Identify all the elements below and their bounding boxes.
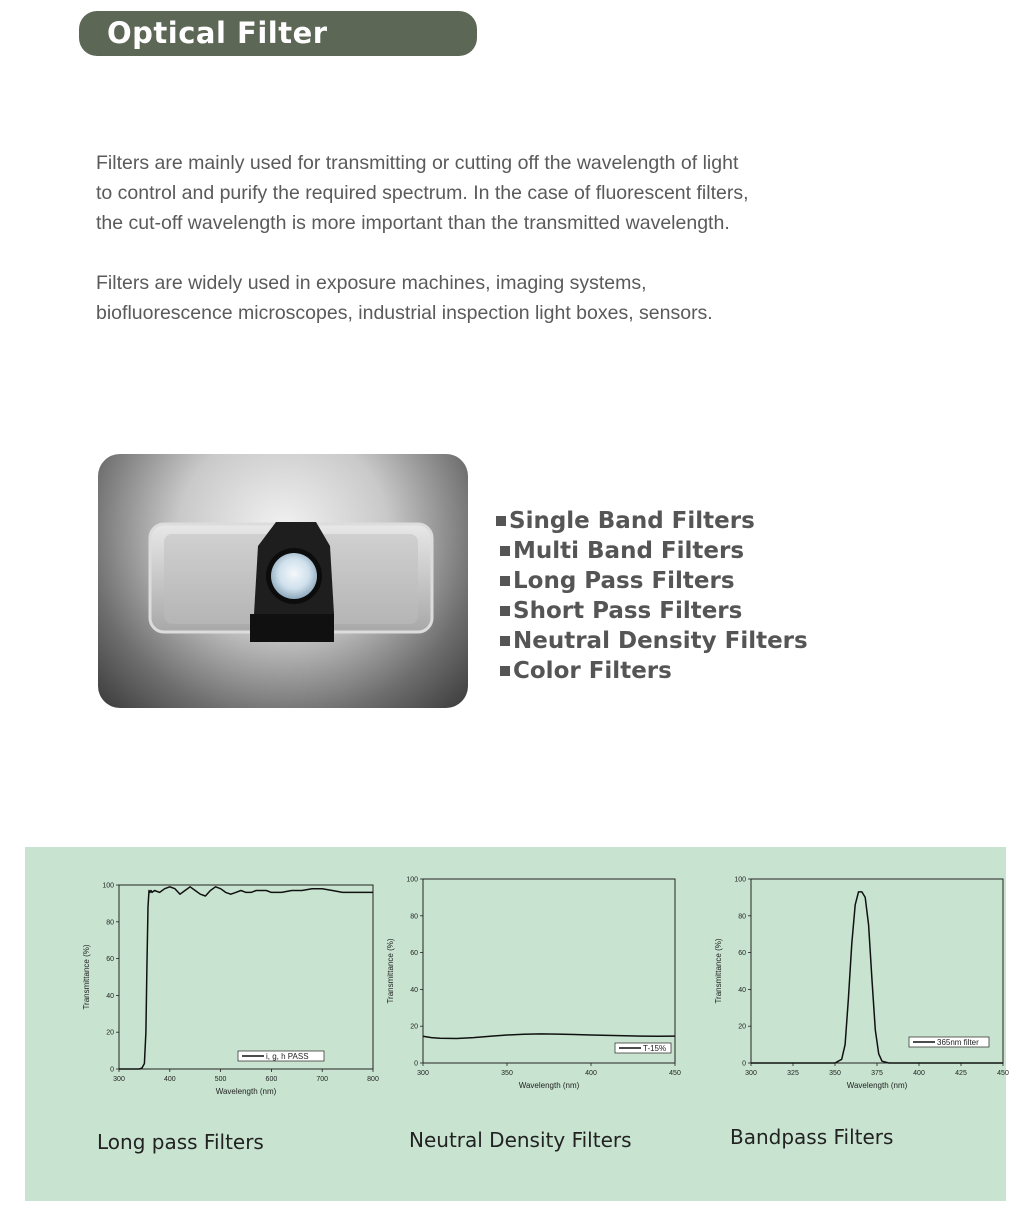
y-tick-label: 80	[738, 913, 746, 921]
square-bullet-icon	[500, 606, 510, 616]
y-tick-label: 40	[410, 986, 418, 994]
y-tick-label: 80	[106, 919, 114, 927]
y-tick-label: 80	[410, 913, 418, 921]
filter-type-item: Multi Band Filters	[496, 536, 808, 566]
x-tick-label: 350	[501, 1070, 513, 1077]
intro-line: biofluorescence microscopes, industrial inspection light boxes, sensors.	[96, 302, 713, 324]
y-axis-label: Transmittance (%)	[714, 938, 723, 1004]
intro-line: to control and purify the required spectrum. In the case of fluorescent filters,	[96, 182, 749, 204]
y-tick-label: 0	[742, 1060, 746, 1068]
x-tick-label: 300	[113, 1076, 125, 1083]
y-tick-label: 100	[406, 876, 418, 884]
series-line	[423, 1034, 675, 1039]
neutral-density-chart	[355, 869, 681, 1099]
x-tick-label: 425	[955, 1070, 967, 1077]
x-tick-label: 400	[585, 1070, 597, 1077]
square-bullet-icon	[500, 636, 510, 646]
y-axis-label: Transmittance (%)	[82, 944, 91, 1010]
x-tick-label: 325	[787, 1070, 799, 1077]
y-tick-label: 100	[734, 876, 746, 884]
filter-type-item: Long Pass Filters	[496, 566, 808, 596]
x-axis-label: Wavelength (nm)	[518, 1081, 580, 1090]
filter-type-item: Color Filters	[496, 656, 808, 686]
x-tick-label: 400	[913, 1070, 925, 1077]
intro-paragraph-1	[96, 148, 856, 238]
title-bar	[79, 11, 477, 56]
intro-line: the cut-off wavelength is more important than the transmitted wavelength.	[96, 212, 730, 234]
long-pass-chart	[53, 875, 379, 1105]
y-tick-label: 60	[410, 950, 418, 958]
x-tick-label: 700	[316, 1076, 329, 1083]
spectra-panel	[25, 847, 1009, 1201]
intro-line: Filters are widely used in exposure machines, imaging systems,	[96, 272, 647, 294]
plot-frame	[119, 885, 373, 1069]
intro-line: Filters are mainly used for transmitting or cutting off the wavelength of light	[96, 152, 739, 174]
y-tick-label: 40	[738, 986, 746, 994]
x-tick-label: 800	[367, 1076, 379, 1083]
x-axis-label: Wavelength (nm)	[846, 1081, 908, 1090]
x-tick-label: 400	[163, 1076, 176, 1083]
filter-cube-illustration	[98, 454, 468, 708]
legend-label: T-15%	[643, 1044, 667, 1053]
chart-caption: Neutral Density Filters	[409, 1128, 632, 1152]
square-bullet-icon	[500, 546, 510, 556]
chart-caption: Bandpass Filters	[730, 1125, 894, 1149]
filter-type-item: Short Pass Filters	[496, 596, 808, 626]
square-bullet-icon	[496, 516, 506, 526]
y-tick-label: 20	[410, 1023, 418, 1031]
square-bullet-icon	[500, 666, 510, 676]
y-tick-label: 0	[110, 1066, 114, 1074]
filter-type-item: Single Band Filters	[496, 506, 808, 536]
y-tick-label: 60	[106, 956, 114, 964]
x-tick-label: 600	[265, 1076, 278, 1083]
legend-label: 365nm filter	[937, 1038, 979, 1047]
filter-type-list	[496, 506, 808, 686]
y-tick-label: 20	[106, 1029, 114, 1037]
y-tick-label: 100	[102, 882, 114, 890]
legend-label: i, g, h PASS	[266, 1052, 309, 1061]
y-tick-label: 40	[106, 992, 114, 1000]
filter-cube-photo	[98, 454, 468, 708]
square-bullet-icon	[500, 576, 510, 586]
plot-frame	[751, 879, 1003, 1063]
x-tick-label: 500	[214, 1076, 227, 1083]
x-tick-label: 375	[871, 1070, 883, 1077]
x-tick-label: 450	[669, 1070, 681, 1077]
x-tick-label: 300	[745, 1070, 757, 1077]
y-tick-label: 20	[738, 1023, 746, 1031]
x-tick-label: 350	[829, 1070, 841, 1077]
intro-paragraph-2	[96, 268, 856, 328]
bandpass-chart	[683, 869, 1009, 1099]
x-axis-label: Wavelength (nm)	[215, 1087, 277, 1096]
y-tick-label: 60	[738, 950, 746, 958]
series-line	[119, 887, 373, 1069]
x-tick-label: 300	[417, 1070, 429, 1077]
chart-caption: Long pass Filters	[97, 1130, 264, 1154]
x-tick-label: 450	[997, 1070, 1009, 1077]
page-title: Optical Filter	[107, 16, 328, 50]
filter-type-item: Neutral Density Filters	[496, 626, 808, 656]
y-tick-label: 0	[414, 1060, 418, 1068]
y-axis-label: Transmittance (%)	[386, 938, 395, 1004]
